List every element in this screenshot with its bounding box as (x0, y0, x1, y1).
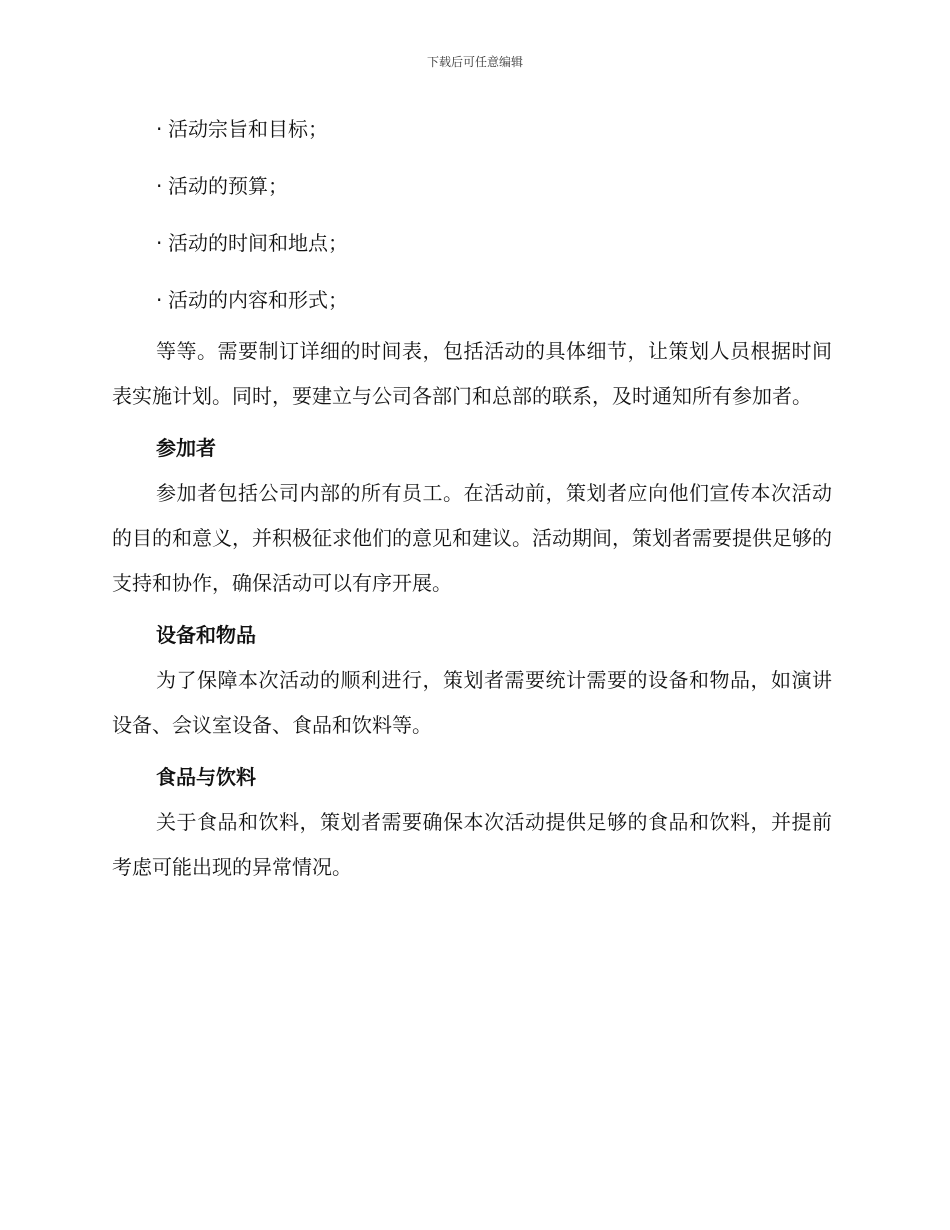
bullet-marker: · (156, 231, 163, 255)
bullet-text: 活动的预算； (168, 174, 288, 198)
section-heading-food-drink: 食品与饮料 (156, 765, 256, 789)
section-body-food-drink: 关于食品和饮料，策划者需要确保本次活动提供足够的食品和饮料，并提前考虑可能出现的异常情况。 (112, 810, 832, 879)
bullet-marker: · (156, 117, 163, 141)
intro-paragraph: 等等。需要制订详细的时间表，包括活动的具体细节，让策划人员根据时间表实施计划。同时，要建立与公司各部门和总部的联系，及时通知所有参加者。 (112, 339, 832, 408)
document-body (112, 112, 832, 890)
bullet-marker: · (156, 288, 163, 312)
bullet-item-budget (156, 169, 832, 203)
section-heading-participants: 参加者 (156, 436, 216, 460)
bullet-item-time-place (156, 226, 832, 260)
section-heading-equipment: 设备和物品 (156, 623, 256, 647)
bullet-text: 活动的时间和地点； (168, 231, 348, 255)
bullet-text: 活动宗旨和目标； (168, 117, 328, 141)
bullet-item-content-form (156, 283, 832, 317)
section-body-equipment: 为了保障本次活动的顺利进行，策划者需要统计需要的设备和物品，如演讲设备、会议室设备、食品和饮料等。 (112, 668, 832, 737)
bullet-marker: · (156, 174, 163, 198)
section-body-participants: 参加者包括公司内部的所有员工。在活动前，策划者应向他们宣传本次活动的目的和意义，并积极征求他们的意见和建议。活动期间，策划者需要提供足够的支持和协作，确保活动可以有序开展。 (112, 481, 832, 595)
bullet-item-purpose (156, 112, 832, 146)
bullet-text: 活动的内容和形式； (168, 288, 348, 312)
page-header: 下载后可任意编辑 (426, 55, 523, 69)
